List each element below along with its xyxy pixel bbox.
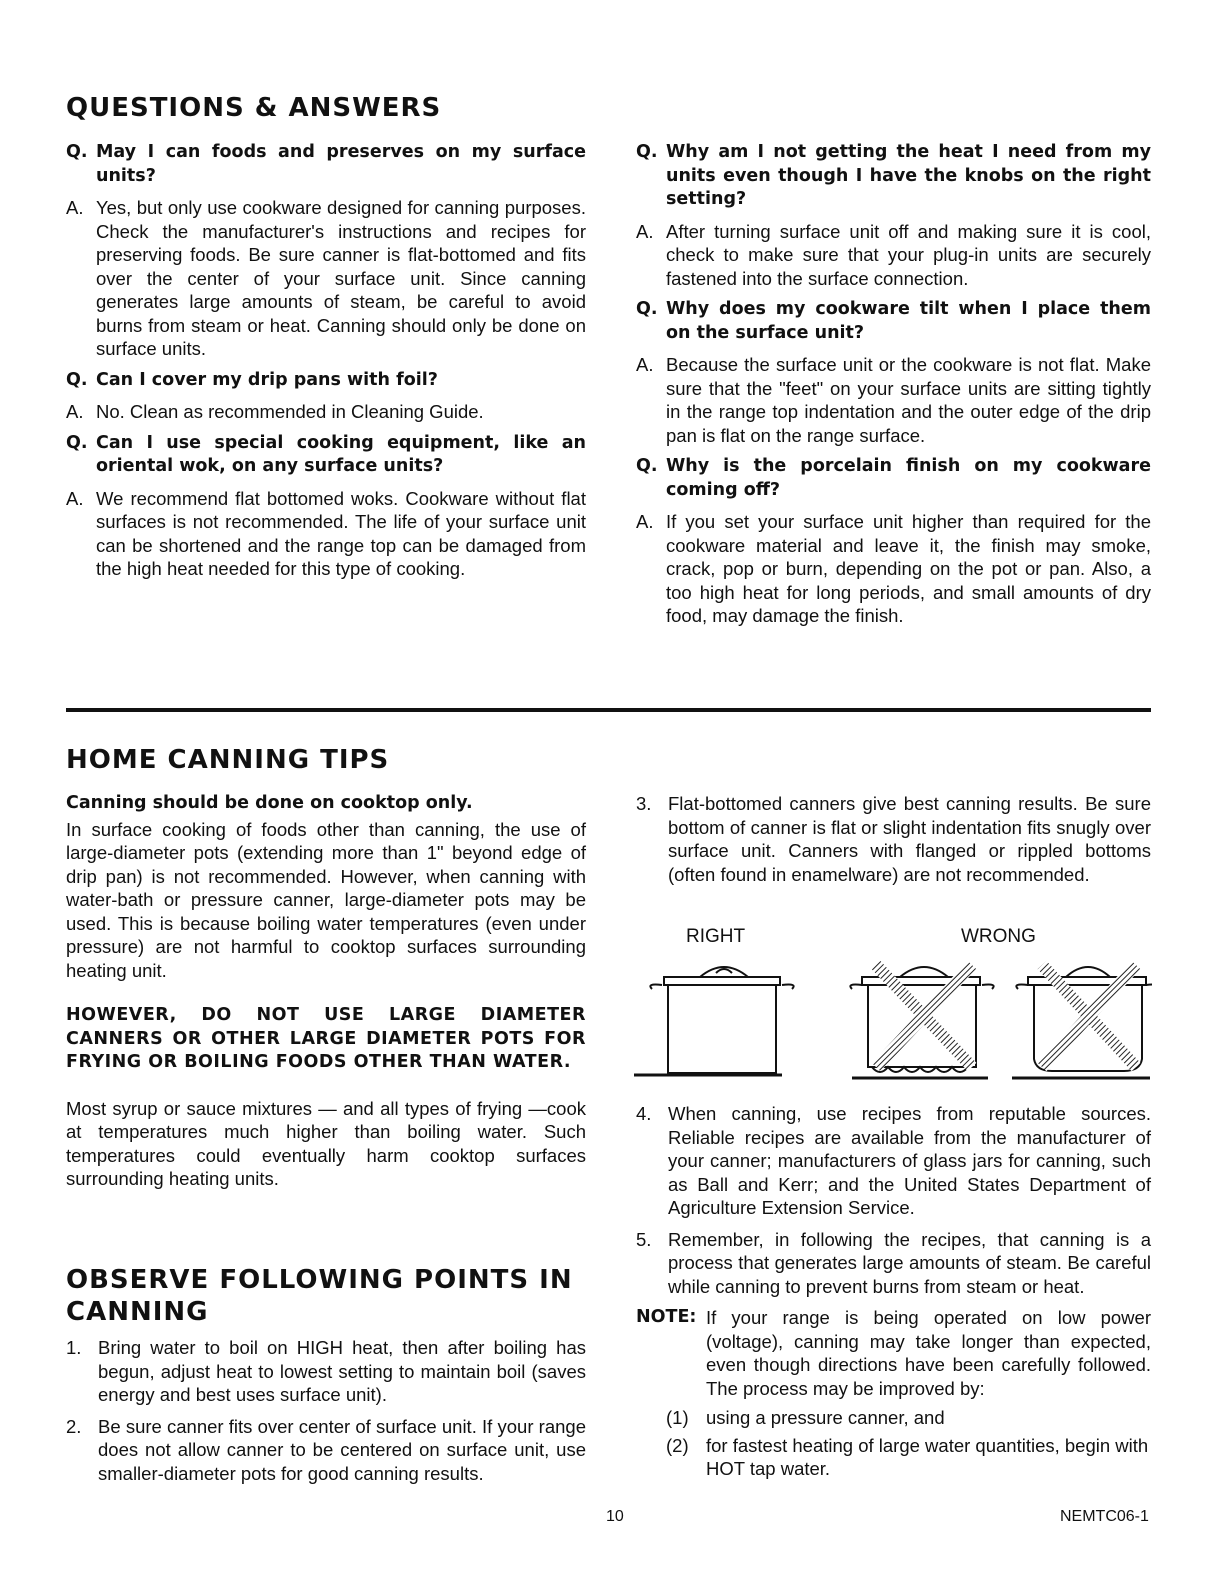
qa-title: QUESTIONS & ANSWERS: [66, 93, 442, 123]
wrong-label: WRONG: [961, 926, 1036, 947]
qa-item: Q. Why is the porcelain finish on my cookware coming off?: [636, 456, 1151, 500]
observe-item-3: [636, 792, 1151, 894]
canning-warning: HOWEVER, DO NOT USE LARGE DIAMETER CANNERS OR OTHER LARGE DIAMETER POTS FOR FRYING OR BOILING FOODS OTHER THAN WATER.: [66, 1005, 586, 1072]
note-sub-item: (1) using a pressure canner, and: [666, 1407, 945, 1428]
right-pot-illustration: [634, 967, 794, 1075]
qa-item: Q. Can I cover my drip pans with foil?: [66, 369, 438, 390]
wrong-pot-illustration: [850, 965, 993, 1078]
qa-item: A. No. Clean as recommended in Cleaning Guide.: [66, 401, 484, 422]
wrong-pot-illustration: [1012, 965, 1152, 1078]
page-number: 10: [606, 1508, 624, 1525]
right-label: RIGHT: [686, 926, 746, 947]
canning-lead: Canning should be done on cooktop only.: [66, 793, 473, 813]
qa-item: Q. Why does my cookware tilt when I place them on the surface unit?: [636, 299, 1151, 343]
list-item: 4. When canning, use recipes from reputable sources. Reliable recipes are available from the manufacturer of your canner; manufacturers of glass jars for canning, such as Ball and Kerr; and the United States Department of Agriculture Extension Service.: [636, 1103, 1151, 1218]
document-code: NEMTC06-1: [1060, 1508, 1149, 1525]
note: NOTE: If your range is being operated on low power (voltage), canning may take longer than expected, even though directions have been carefully followed. The process may be improved by:: [636, 1307, 1151, 1399]
qa-right-column: [636, 141, 1151, 636]
qa-item: A. If you set your surface unit higher than required for the cookware material and leave it, the finish may smoke, crack, pop or burn, depending on the pot or pan. Also, a too high heat for long periods, and small amounts of dry food, may damage the finish.: [636, 511, 1151, 626]
list-item: 3. Flat-bottomed canners give best canning results. Be sure bottom of canner is flat or slight indentation fits snugly over surface unit. Canners with flanged or rippled bottoms (often found in enamelware) are not recommended.: [636, 793, 1151, 885]
list-item: 1. Bring water to boil on HIGH heat, then after boiling has begun, adjust heat to lowest setting to maintain boil (saves energy and best uses surface unit).: [66, 1337, 586, 1405]
canning-paragraph: Most syrup or sauce mixtures — and all types of frying —cook at temperatures much higher than boiling water. Such temperatures could eventually harm cooktop surfaces surrounding heating units.: [66, 1097, 586, 1189]
canner-figure: [632, 955, 1152, 1085]
canning-tips-title: HOME CANNING TIPS: [66, 745, 390, 775]
qa-item: A. After turning surface unit off and making sure it is cool, check to make sure that your plug-in units are securely fastened into the surface connection.: [636, 220, 1151, 289]
qa-item: A. We recommend flat bottomed woks. Cookware without flat surfaces is not recommended. The life of your surface unit can be shortened and the range top can be damaged from the high heat needed for this type of cooking.: [66, 487, 586, 579]
qa-item: Q. May I can foods and preserves on my surface units?: [66, 142, 586, 186]
note-sub-item: (2) for fastest heating of large water quantities, begin with HOT tap water.: [666, 1434, 1149, 1479]
qa-left-column: [66, 141, 586, 589]
qa-item: Q. Why am I not getting the heat I need from my units even though I have the knobs on the right setting?: [636, 142, 1151, 209]
observe-right-list: [636, 1102, 1151, 1481]
canning-tips-left-column: [66, 792, 586, 1213]
section-divider: [66, 708, 1151, 712]
qa-item: Q. Can I use special cooking equipment, like an oriental wok, on any surface units?: [66, 432, 586, 476]
list-item: 5. Remember, in following the recipes, that canning is a process that generates large amounts of steam. Be careful while canning to prevent burns from steam or heat.: [636, 1228, 1151, 1297]
qa-item: A. Yes, but only use cookware designed for canning purposes. Check the manufacturer's instructions and recipes for preserving foods. Be sure canner is flat-bottomed and fits over the center of your surface unit. Since canning generates large amounts of steam, be careful to avoid burns from steam or heat. Canning should only be done on surface units.: [66, 197, 586, 359]
observe-title: OBSERVE FOLLOWING POINTS IN CANNING: [66, 1265, 573, 1327]
canning-paragraph: In surface cooking of foods other than canning, the use of large-diameter pots (extending more than 1" beyond edge of drip pan) is not recommended. However, when canning with water-bath or pressure canner, large-diameter pots may be used. This is because boiling water temperatures (even under pressure) are not harmful to cooktop surfaces surrounding heating unit.: [66, 818, 586, 981]
qa-item: A. Because the surface unit or the cookware is not flat. Make sure that the "feet" on your surface units are sitting tightly in the range top indentation and the outer edge of the drip pan is flat on the range surface.: [636, 354, 1151, 446]
observe-left-list: [66, 1336, 586, 1493]
list-item: 2. Be sure canner fits over center of surface unit. If your range does not allow canner to be centered on surface unit, use smaller-diameter pots for good canning results.: [66, 1415, 586, 1484]
